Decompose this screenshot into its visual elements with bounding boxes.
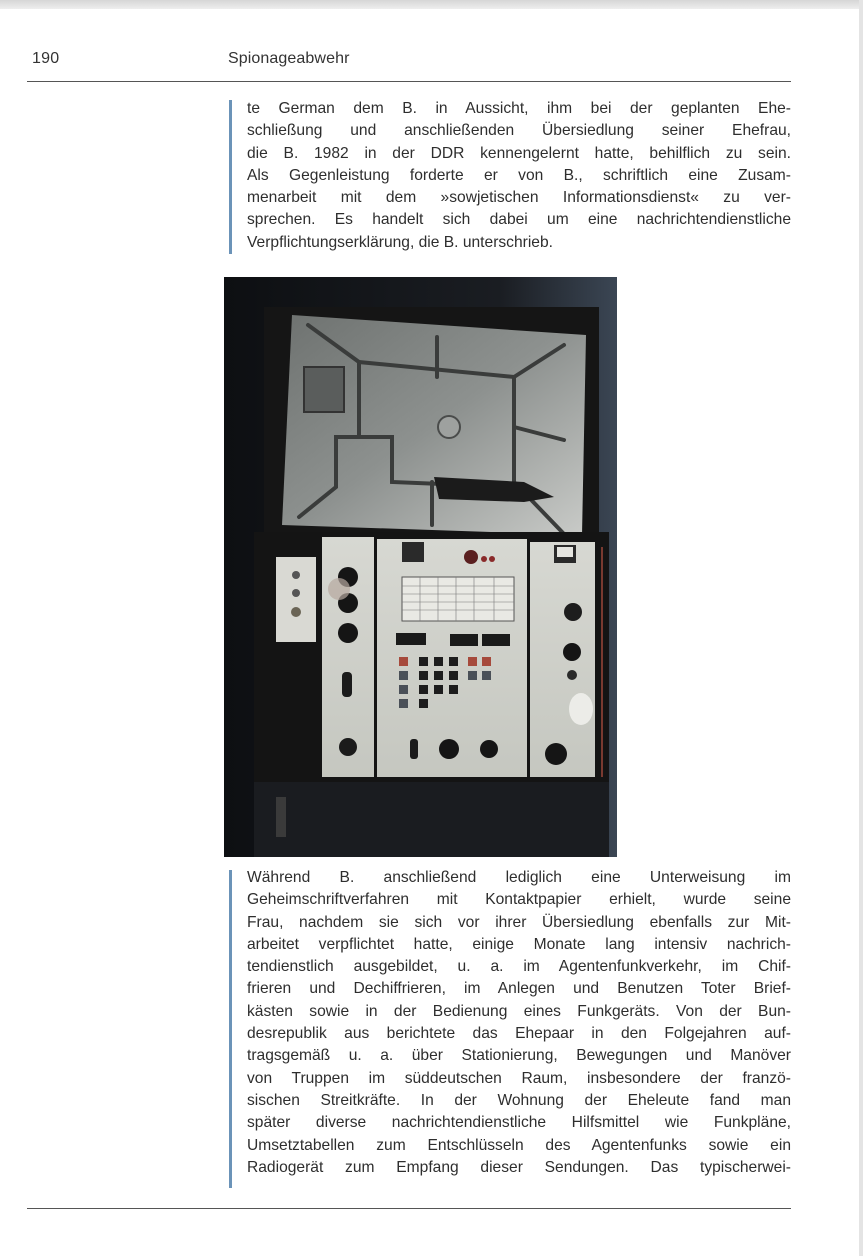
text-line: schließung und anschließenden Übersiedlung seiner Ehefrau, xyxy=(247,122,791,140)
page-number: 190 xyxy=(32,50,60,67)
text-line: arbeitet verpflichtet hatte, einige Monate lang intensiv nachrich- xyxy=(247,935,791,953)
text-line: desrepublik aus berichtete das Ehepaar in den Folgejahren auf- xyxy=(247,1025,791,1043)
text-line: Umsetztabellen zum Entschlüsseln des Agentenfunks sowie ein xyxy=(247,1136,791,1154)
scan-right-edge xyxy=(859,0,863,1256)
text-line: die B. 1982 in der DDR kennengelernt hatte, behilflich zu sein. xyxy=(247,144,791,162)
text-line: te German dem B. in Aussicht, ihm bei der geplanten Ehe- xyxy=(247,100,791,117)
text-line: kästen sowie in der Bedienung eines Funkgeräts. Von der Bun- xyxy=(247,1002,791,1020)
text-line: Frau, nachdem sie sich vor ihrer Übersiedlung ebenfalls zur Mit- xyxy=(247,913,791,931)
margin-bar xyxy=(229,870,232,1188)
text-line: Während B. anschließend lediglich eine Unterweisung im xyxy=(247,869,791,886)
text-line: frieren und Dechiffrieren, im Anlegen und Benutzen Toter Brief- xyxy=(247,980,791,998)
text-line: sprechen. Es handelt sich dabei um eine nachrichtendienstliche xyxy=(247,211,791,229)
text-line: Als Gegenleistung forderte er von B., schriftlich eine Zusam- xyxy=(247,166,791,184)
footer-rule xyxy=(27,1208,791,1209)
text-line: Verpflichtungserklärung, die B. unterschrieb. xyxy=(247,233,553,251)
text-line: Radiogerät zum Empfang dieser Sendungen. Das typischerwei- xyxy=(247,1158,791,1176)
margin-bar xyxy=(229,100,232,254)
paragraph-2 xyxy=(247,867,791,1179)
text-line: von Truppen im süddeutschen Raum, insbesondere der franzö- xyxy=(247,1069,791,1087)
radio-set-illustration xyxy=(224,277,617,857)
text-line: tragsgemäß u. a. über Stationierung, Bewegungen und Manöver xyxy=(247,1047,791,1065)
text-line: menarbeit mit dem »sowjetischen Informationsdienst« zu ver- xyxy=(247,189,791,207)
text-line: tendienstlich ausgebildet, u. a. im Agentenfunkverkehr, im Chif- xyxy=(247,958,791,976)
text-line: später diverse nachrichtendienstliche Hilfsmittel wie Funkpläne, xyxy=(247,1114,791,1132)
radio-set-photo xyxy=(224,277,617,857)
text-line: sischen Streitkräfte. In der Wohnung der Eheleute fand man xyxy=(247,1091,791,1109)
running-head: Spionageabwehr xyxy=(228,50,350,67)
paragraph-1 xyxy=(247,98,791,254)
header-rule xyxy=(27,81,791,82)
scan-top-edge xyxy=(0,0,863,9)
text-line: Geheimschriftverfahren mit Kontaktpapier erhielt, wurde seine xyxy=(247,891,791,909)
